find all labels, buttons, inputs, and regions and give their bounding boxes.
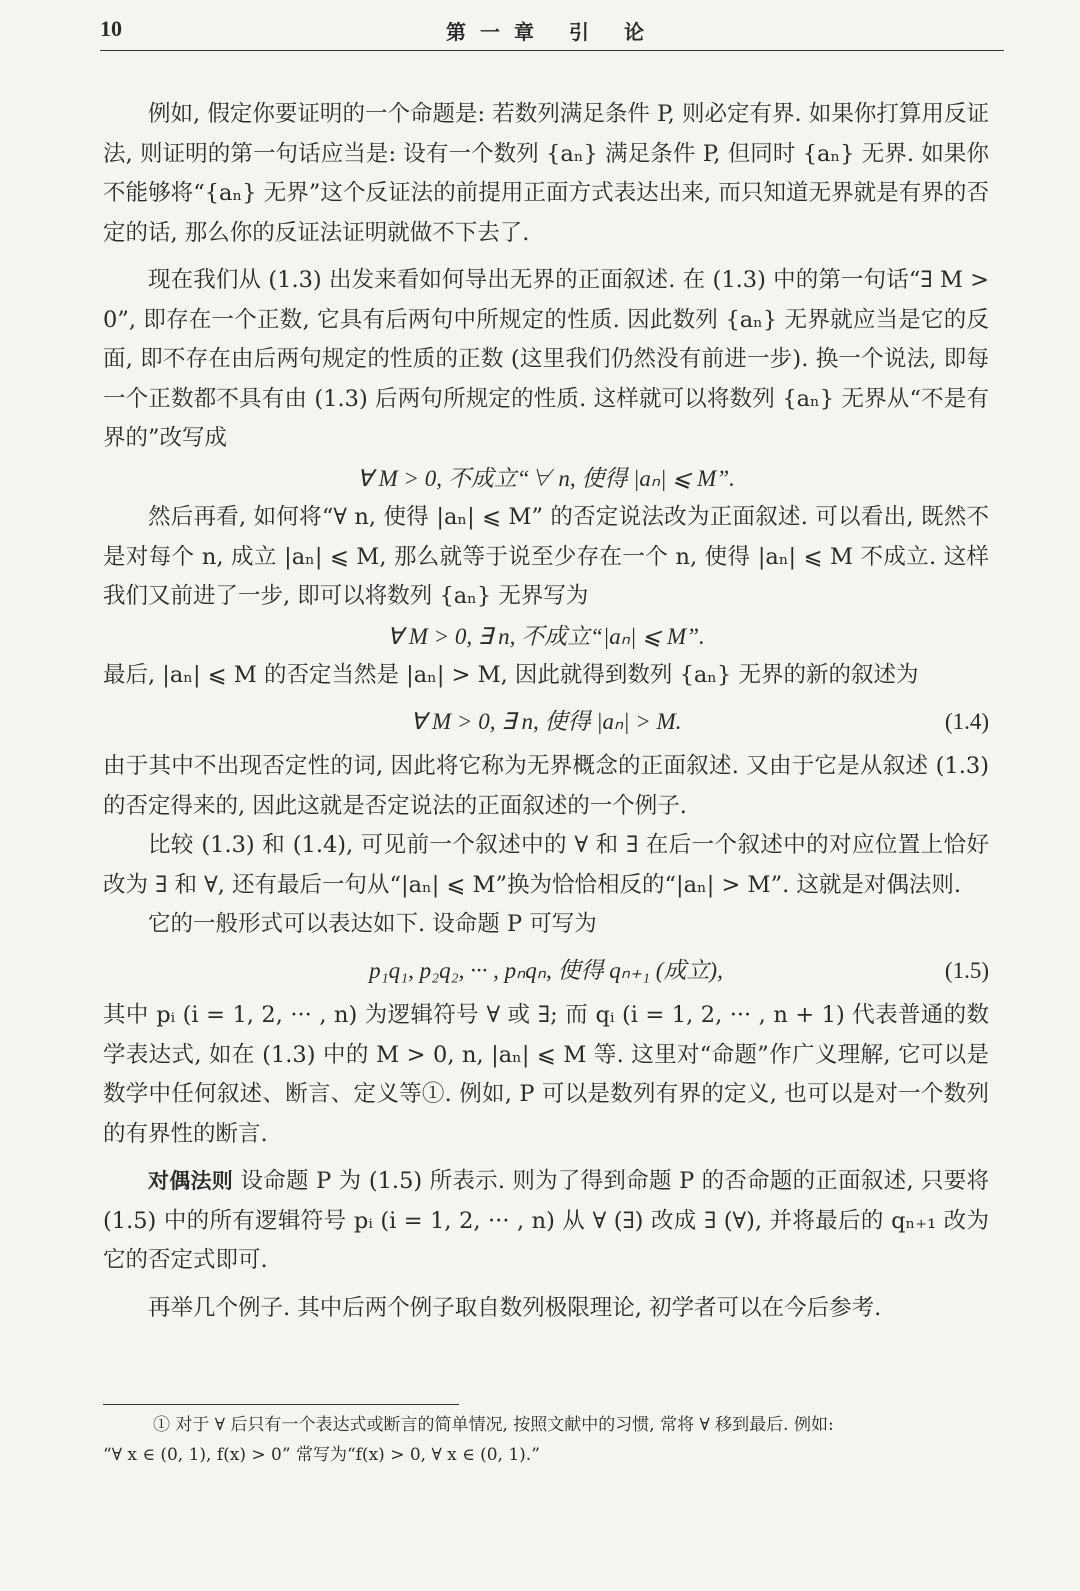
paragraph: 然后再看, 如何将“∀ n, 使得 |aₙ| ⩽ M” 的否定说法改为正面叙述. 可以看出, 既然不是对每个 n, 成立 |aₙ| ⩽ M, 那么就等于说至少存在一个 n, 使得 |aₙ| ⩽ M 不成立. 这样我们又前进了一步, 即可以将数列 {aₙ} 无界写为 xyxy=(103,504,989,609)
page-header xyxy=(100,14,1004,51)
paragraph: 再举几个例子. 其中后两个例子取自数列极限理论, 初学者可以在今后参考. xyxy=(148,1294,882,1321)
paragraph: 最后, |aₙ| ⩽ M 的否定当然是 |aₙ| > M, 因此就得到数列 {aₙ} 无界的新的叙述为 xyxy=(103,662,919,688)
running-title: 第一章 引 论 xyxy=(446,20,658,44)
paragraph: 其中 pᵢ (i = 1, 2, ··· , n) 为逻辑符号 ∀ 或 ∃; 而 qᵢ (i = 1, 2, ··· , n + 1) 代表普通的数学表达式, 如在 (1.3) 中的 M > 0, n, |aₙ| ⩽ M 等. 这里对“命题”作广义理解, 它可以是数学中任何叙述、断言、定义等①. 例如, P 可以是数列有界的定义, 也可以是对一个数列的有界性的断言. xyxy=(103,1002,989,1147)
equation-number: (1.5) xyxy=(944,957,989,983)
footnote-line: “∀ x ∈ (0, 1), f(x) > 0” 常写为“f(x) > 0, ∀ x ∈ (0, 1).” xyxy=(103,1445,540,1465)
equation-number: (1.4) xyxy=(944,708,989,734)
display-formula xyxy=(103,459,989,499)
footnote-rule xyxy=(103,1404,459,1405)
formula-text: ∀ M > 0, ∃ n, 不成立“|aₙ| ⩽ M”. xyxy=(387,623,705,649)
paragraph: 现在我们从 (1.3) 出发来看如何导出无界的正面叙述. 在 (1.3) 中的第一句话“∃ M > 0”, 即存在一个正数, 它具有后两句中所规定的性质. 因此数列 {aₙ} 无界就应当是它的反面, 即不存在由后两句规定的性质的正数 (这里我们仍然没有前进一步). 换一个说法, 即每一个正数都不具有由 (1.3) 后两句所规定的性质. 这样就可以将数列 {aₙ} 无界从“不是有界的”改写成 xyxy=(103,267,989,451)
theorem-text: 设命题 P 为 (1.5) 所表示. 则为了得到命题 P 的否命题的正面叙述, 只要将 (1.5) 中的所有逻辑符号 pᵢ (i = 1, 2, ··· , n) 从 ∀ (∃) 改成 ∃ (∀), 并将最后的 qₙ₊₁ 改为它的否定式即可. xyxy=(103,1168,990,1273)
formula-text: ∀ M > 0, ∃ n, 使得 |aₙ| > M. xyxy=(410,708,682,734)
theorem-label: 对偶法则 xyxy=(148,1169,234,1193)
paragraph: 例如, 假定你要证明的一个命题是: 若数列满足条件 P, 则必定有界. 如果你打算用反证法, 则证明的第一句话应当是: 设有一个数列 {aₙ} 满足条件 P, 但同时 {aₙ} 无界. 如果你不能够将“{aₙ} 无界”这个反证法的前提用正面方式表达出来, 而只知道无界就是有界的否定的话, 那么你的反证法证明就做不下去了. xyxy=(103,101,989,246)
paragraph: 由于其中不出现否定性的词, 因此将它称为无界概念的正面叙述. 又由于它是从叙述 (1.3) 的否定得来的, 因此这就是否定说法的正面叙述的一个例子. xyxy=(103,753,989,819)
paragraph: 比较 (1.3) 和 (1.4), 可见前一个叙述中的 ∀ 和 ∃ 在后一个叙述中的对应位置上恰好改为 ∃ 和 ∀, 还有最后一句从“|aₙ| ⩽ M”换为恰恰相反的“|aₙ| > M”. 这就是对偶法则. xyxy=(103,832,989,898)
page-body xyxy=(103,95,989,1328)
theorem-duality-rule xyxy=(103,1162,989,1281)
formula-text: ∀ M > 0, 不成立“∀ n, 使得 |aₙ| ⩽ M”. xyxy=(357,465,735,491)
footnote-line: ① 对于 ∀ 后只有一个表达式或断言的简单情况, 按照文献中的习惯, 常将 ∀ 移到最后. 例如: xyxy=(153,1415,834,1435)
page-number: 10 xyxy=(100,16,122,41)
equation-1-4 xyxy=(103,702,989,742)
formula-text: p₁q₁, p₂q₂, ··· , pₙqₙ, 使得 qₙ₊₁ (成立), xyxy=(369,957,723,983)
equation-1-5 xyxy=(103,951,989,991)
display-formula xyxy=(103,617,989,657)
footnote xyxy=(103,1410,989,1470)
paragraph: 它的一般形式可以表达如下. 设命题 P 可写为 xyxy=(148,911,597,937)
